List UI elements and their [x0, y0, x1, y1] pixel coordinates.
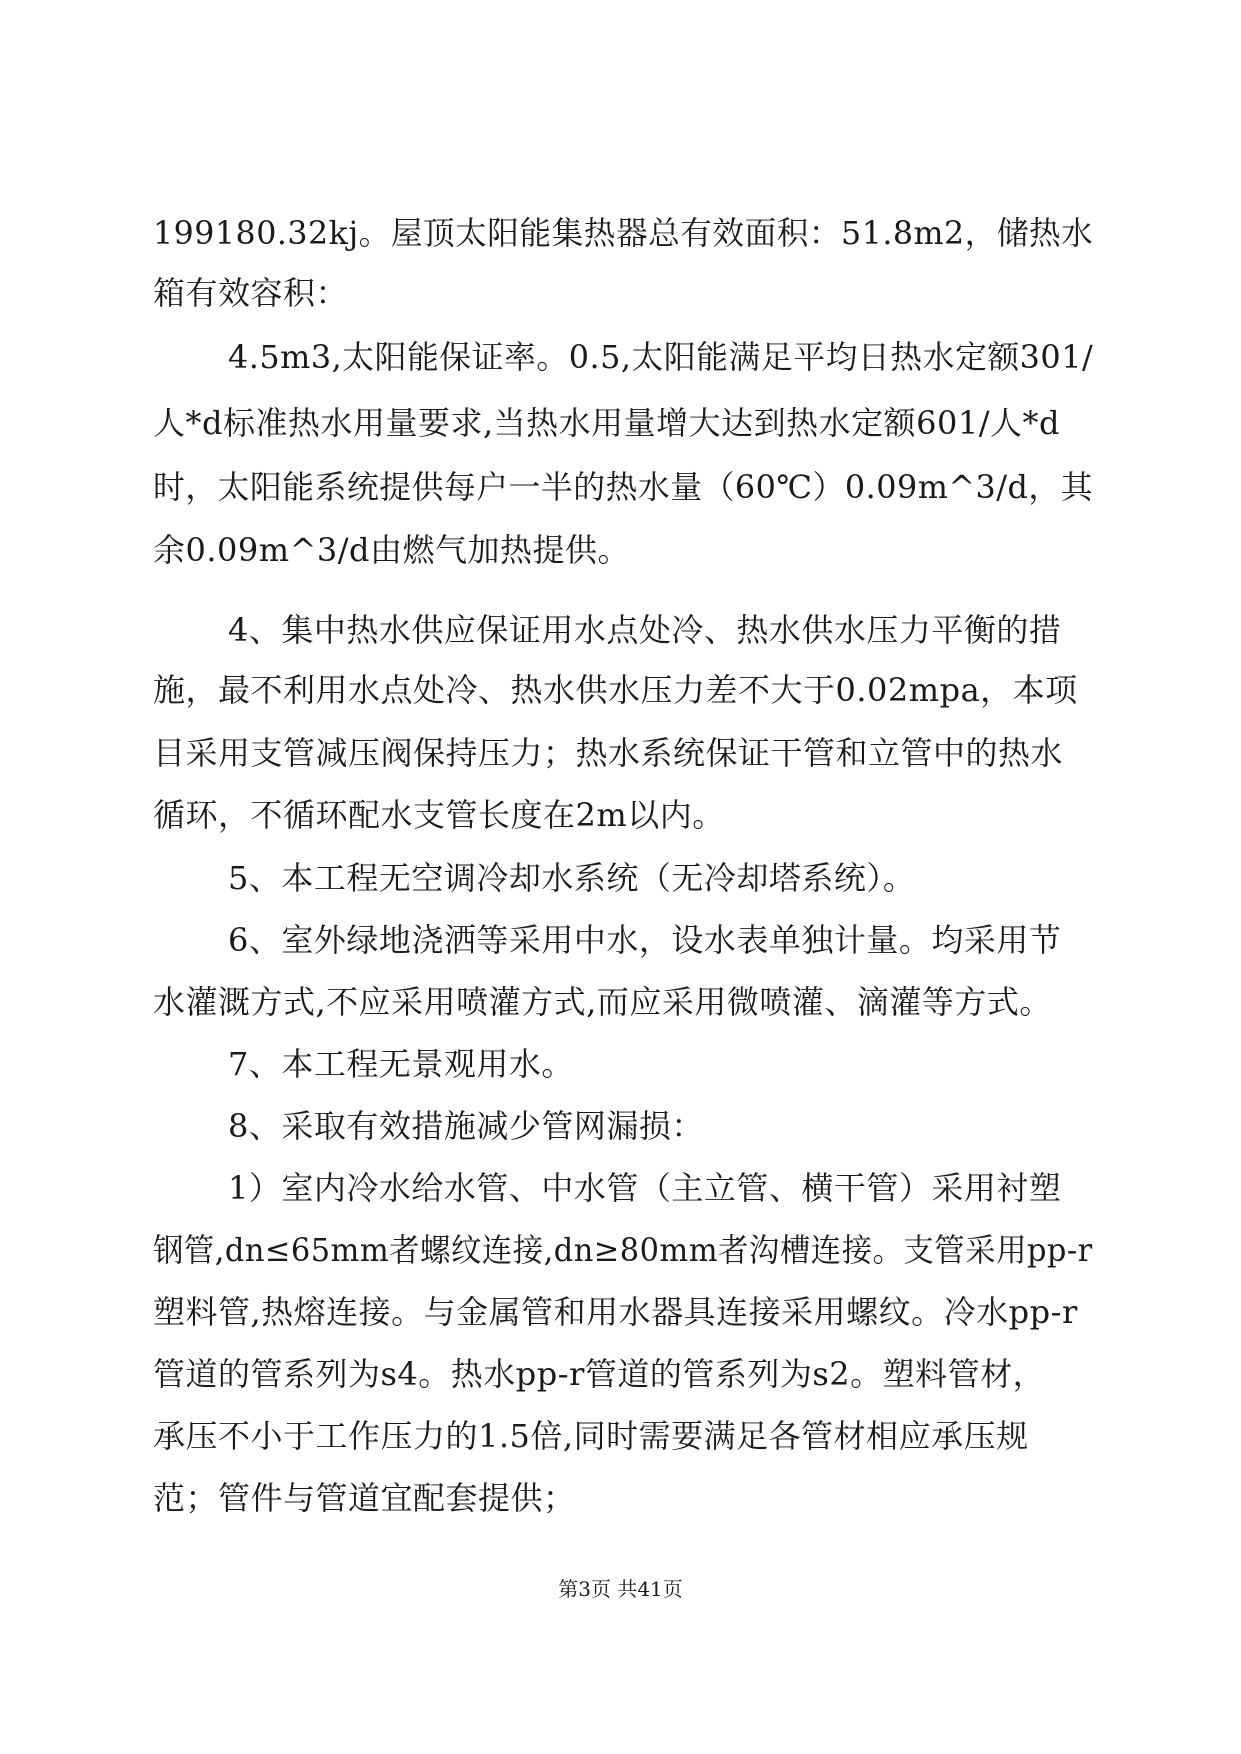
text-line: 时，太阳能系统提供每户一半的热水量（60℃）0.09m^3/d，其	[153, 468, 1094, 506]
text-line: 5、本工程无空调冷却水系统（无冷却塔系统）。	[228, 859, 916, 897]
text-line: 1）室内冷水给水管、中水管（主立管、横干管）采用衬塑	[228, 1169, 1062, 1207]
text-line: 余0.09m^3/d由燃气加热提供。	[153, 531, 631, 569]
text-line: 199180.32kj。屋顶太阳能集热器总有效面积：51.8m2，储热水	[153, 214, 1094, 252]
text-line: 承压不小于工作压力的1.5倍,同时需要满足各管材相应承压规	[153, 1417, 1029, 1455]
text-line: 4.5m3,太阳能保证率。0.5,太阳能满足平均日热水定额301/	[228, 338, 1094, 376]
text-line: 塑料管,热熔连接。与金属管和用水器具连接采用螺纹。冷水pp-r	[153, 1293, 1078, 1331]
text-line: 钢管,dn≤65mm者螺纹连接,dn≥80mm者沟槽连接。支管采用pp-r	[153, 1231, 1093, 1269]
page-number-footer: 第3页 共41页	[558, 1577, 683, 1601]
text-line: 施，最不利用水点处冷、热水供水压力差不大于0.02mpa，本项	[153, 671, 1078, 709]
text-line: 水灌溉方式,不应采用喷灌方式,而应采用微喷灌、滴灌等方式。	[153, 983, 1052, 1021]
text-line: 箱有效容积：	[153, 274, 349, 312]
text-line: 8、采取有效措施减少管网漏损：	[228, 1107, 704, 1145]
text-line: 6、室外绿地浇洒等采用中水，设水表单独计量。均采用节	[228, 921, 1062, 959]
text-line: 4、集中热水供应保证用水点处冷、热水供水压力平衡的措	[228, 611, 1062, 649]
text-line: 范；管件与管道宜配套提供；	[153, 1479, 576, 1517]
text-line: 目采用支管减压阀保持压力；热水系统保证干管和立管中的热水	[153, 734, 1064, 772]
text-line: 7、本工程无景观用水。	[228, 1045, 574, 1083]
text-line: 人*d标准热水用量要求,当热水用量增大达到热水定额601/人*d	[153, 404, 1061, 442]
text-line: 循环，不循环配水支管长度在2m以内。	[153, 796, 725, 834]
text-line: 管道的管系列为s4。热水pp-r管道的管系列为s2。塑料管材，	[153, 1355, 1046, 1393]
